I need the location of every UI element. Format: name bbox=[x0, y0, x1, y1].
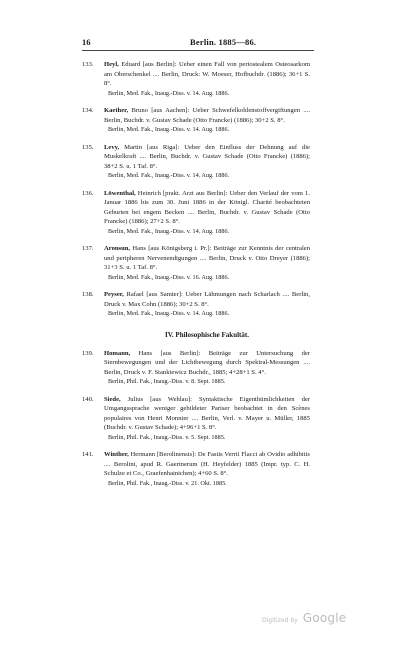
entry-number: 137. bbox=[82, 245, 94, 252]
bibliography-entry bbox=[82, 143, 310, 181]
bibliography-entry bbox=[82, 290, 310, 319]
entry-number: 136. bbox=[82, 189, 94, 197]
running-title: Berlin. 1885—86. bbox=[190, 37, 257, 47]
bibliography-entry bbox=[82, 189, 310, 237]
entry-author: Aronsun, bbox=[104, 245, 131, 252]
entry-description: Hermann [Berolinensis]: De Fastis Verrii Flacci ab Ovidio adhibitis .... Berolini, apud R. Gaertnerum (H. Heyfelder) 1885 (Impr. typ. C. H. Schulze et Co., Graefenhainichen); 4+60 S. 8°. bbox=[104, 451, 310, 477]
section-heading: IV. Philosophische Fakultät. bbox=[165, 330, 249, 339]
entry-dissertation-note: Berlin, Med. Fak., Inaug.-Diss. v. 16. Aug. 1886. bbox=[108, 273, 230, 281]
entry-author: Heyl, bbox=[104, 61, 119, 68]
watermark-brand: Google bbox=[302, 611, 347, 625]
digitization-watermark bbox=[262, 607, 346, 626]
entry-description: Hans [aus Königsberg i. Pr.]: Beiträge zur Kenntnis der centralen und peripheren Nervenendigungen .... Berlin, Druck v. Otto Dreyer (1886); 31+3 S. u. 1 Taf. 8°. bbox=[104, 245, 310, 271]
entry-author: Peyser, bbox=[104, 291, 124, 298]
bibliography-entry bbox=[82, 395, 310, 443]
entry-number: 139. bbox=[82, 349, 94, 357]
entry-description: Julius [aus Wehlau]: Syntaktische Eigenthümlichkeiten der Umgangssprache weniger gebildeter Pariser beobachtet in den Scènes populaires von Henri Monnier .... Berlin, Verl. v. Mayer u. Müller, 1885 (Buchdr. v. Gustav Schade); 4+96+1 S. 8°. bbox=[104, 395, 310, 431]
entry-author: Siede, bbox=[104, 395, 121, 403]
entry-number: 134. bbox=[82, 107, 94, 114]
bibliography-entry bbox=[82, 349, 310, 387]
entry-dissertation-note: Berlin, Med. Fak., Inaug.-Diss. v. 14. Aug. 1886. bbox=[108, 126, 230, 133]
entry-description: Heinrich [prakt. Arzt aus Berlin]: Ueber den Verlauf der vom 1. Januar 1886 bis zum 30. Juni 1886 in der Königl. Charité beobachteten Geburten bei engem Becken .... Berlin, Buchdr. v. Gustav Schade (Otto Francke) (1886); 27+2 S. 8°. bbox=[104, 189, 310, 225]
entry-list bbox=[82, 60, 310, 496]
entry-dissertation-note: Berlin, Med. Fak., Inaug.-Diss. v. 14. Aug. 1886. bbox=[108, 89, 230, 97]
header-rule bbox=[82, 50, 314, 51]
bibliography-entry bbox=[82, 244, 310, 282]
entry-number: 135. bbox=[82, 143, 94, 151]
bibliography-entry bbox=[82, 60, 310, 98]
entry-text bbox=[104, 395, 310, 433]
entry-text bbox=[104, 189, 310, 227]
page-number: 16 bbox=[82, 37, 91, 47]
entry-author: Homann, bbox=[104, 349, 131, 357]
entry-author: Levy, bbox=[104, 143, 120, 151]
entry-description: Eduard [aus Berlin]: Ueber einen Fall von periostealem Osteosarkom am Oberschenkel .... Berlin, Druck: W. Moeser, Hofbuchdr. (1886); 36+1 S. 8°. bbox=[104, 61, 310, 87]
entry-number: 133. bbox=[82, 61, 94, 68]
entry-dissertation-note: Berlin, Phil. Fak., Inaug.-Diss. v. 5. Sept. 1885. bbox=[108, 433, 226, 441]
entry-text bbox=[104, 349, 310, 378]
entry-author: Löwenthal, bbox=[104, 189, 136, 197]
entry-number: 138. bbox=[82, 291, 94, 298]
watermark-prefix: Digitized by bbox=[262, 617, 298, 624]
bibliography-entry bbox=[82, 450, 310, 488]
entry-number: 141. bbox=[82, 451, 94, 458]
page-header bbox=[82, 37, 314, 49]
entry-text bbox=[104, 450, 310, 479]
entry-description: Martin [aus Riga]: Ueber den Einfluss der Dehnung auf die Muskelkraft .... Berlin, Buchdr. v. Gustav Schade (Otto Francke) (1886); 38+2 S. u. 1 Taf. 8°. bbox=[104, 143, 310, 170]
entry-author: Kaether, bbox=[104, 107, 129, 114]
entry-dissertation-note: Berlin, Med. Fak., Inaug.-Diss. v. 14. Aug. 1886. bbox=[108, 172, 230, 179]
entry-text bbox=[104, 244, 310, 273]
entry-dissertation-note: Berlin, Phil. Fak., Inaug.-Diss. v. 21. Okt. 1885. bbox=[108, 479, 227, 487]
entry-text bbox=[104, 60, 310, 89]
entry-text bbox=[104, 106, 310, 125]
entry-dissertation-note: Berlin, Med. Fak., Inaug.-Diss. v. 14. Aug. 1886. bbox=[108, 310, 230, 317]
entry-author: Winther, bbox=[104, 451, 129, 458]
entry-number: 140. bbox=[82, 395, 94, 403]
entry-text bbox=[104, 143, 310, 172]
bibliography-entry bbox=[82, 106, 310, 135]
entry-description: Rafael [aus Samter]: Ueber Lähmungen nach Scharlach .... Berlin, Druck v. Max Cohn (1886); 30+2 S. 8°. bbox=[104, 291, 310, 308]
entry-text bbox=[104, 290, 310, 309]
entry-dissertation-note: Berlin, Med. Fak., Inaug.-Diss. v. 14. Aug. 1886. bbox=[108, 227, 230, 235]
entry-description: Hans [aus Berlin]: Beiträge zur Untersuchung der Sternbewegungen und der Lichtbewegung durch Spektral-Messungen .... Berlin, Druck v. F. Stankiewicz Buchdr., 1885; 4+28+1 S. 4°. bbox=[104, 349, 310, 376]
entry-dissertation-note: Berlin, Phil. Fak., Inaug.-Diss. v. 8. Sept. 1885. bbox=[108, 378, 226, 385]
entry-description: Bruno [aus Aachen]: Ueber Schwefelkohlenstoffvergiftungen .... Berlin, Buchdr. v. Gustav Schade (Otto Francke) (1886); 30+2 S. 8°. bbox=[104, 107, 310, 124]
